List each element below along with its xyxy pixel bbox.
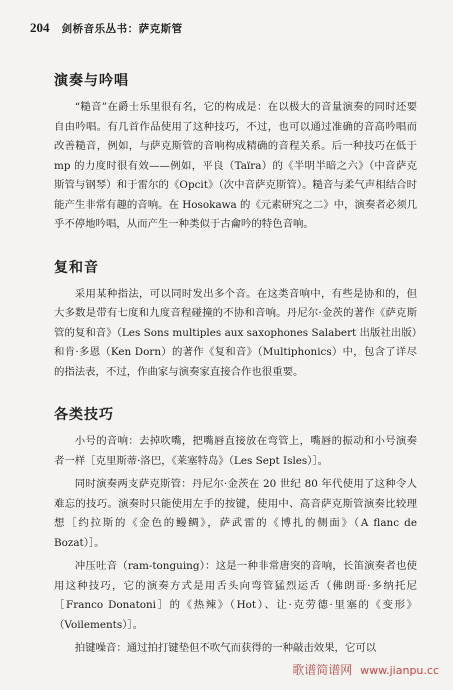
- site-watermark: [292, 661, 439, 678]
- page-number: 204: [30, 20, 50, 35]
- page-content: [54, 60, 417, 663]
- paragraph: 拍键噪音：通过拍打键垫但不吹气而获得的一种敲击效果，它可以: [74, 642, 377, 654]
- watermark-text: 歌谱简谱网: [292, 663, 353, 677]
- section-title-multiphonics: 复和音: [54, 259, 99, 276]
- watermark-url: www.jianpu.cc: [360, 664, 439, 677]
- page-header: [30, 20, 423, 36]
- paragraph: 同时演奏两支萨克斯管：丹尼尔·金茨在 20 世纪 80 年代使用了这种令人难忘的技巧。演奏时只能使用左手的按键，使用中、高音萨克斯管演奏比较理想［约拉斯的《金色的鳗鲷》，萨武雷的《博扎的侧面》（A flanc de Bozat）］。: [54, 478, 417, 549]
- paragraph: “糙音”在爵士乐里很有名，它的构成是：在以极大的音量演奏的同时还要自由吟唱。有几首作品使用了这种技巧，不过，也可以通过准确的音高吟唱而改善糙音，例如，与萨克斯管的音响构成精确的音程关系。后一种技巧在低于 mp 的力度时很有效——例如，平良（Taïra）的《半明半暗之六》（中音萨克斯管与钢琴）和于雷尔的《Opcit》（次中音萨克斯管）。糙音与柔气声相结合时能产生非常有趣的音响。在 Hosokawa 的《元素研究之二》中，演奏者必须几乎不停地吟唱，从而产生一种类似于古龠吟的特色音响。: [54, 101, 417, 230]
- section-title-performance-singing: 演奏与吟唱: [54, 73, 129, 89]
- series-title: 剑桥音乐丛书：萨克斯管: [61, 23, 183, 35]
- paragraph: 小号的音响：去掉吹嘴，把嘴唇直接放在弯管上，嘴唇的振动和小号演奏者一样［克里斯蒂·洛巴，《莱塞特岛》（Les Sept Isles）］。: [54, 435, 417, 467]
- paragraph: 冲压吐音（ram-tonguing）：这是一种非常唐突的音响，长笛演奏者也使用这种技巧，它的演奏方式是用舌头向弯管猛烈运舌（佛朗哥·多纳托尼［Franco Donatoni］的《热辣》（Hot）、让·克劳德·里塞的《变形》（Voilements）］。: [54, 560, 417, 631]
- section-title-various-techniques: 各类技巧: [54, 407, 114, 423]
- paragraph: 采用某种指法，可以同时发出多个音。在这类音响中，有些是协和的，但大多数是带有七度和九度音程碰撞的不协和音响。丹尼尔·金茨的著作《萨克斯管的复和音》（Les Sons multiples aux saxophones Salabert 出版社出版）和肯·多恩（Ken Dorn）的著作《复和音》（Multiphonics）中，包含了详尽的指法表，不过，作曲家与演奏家直接合作也很重要。: [54, 287, 417, 378]
